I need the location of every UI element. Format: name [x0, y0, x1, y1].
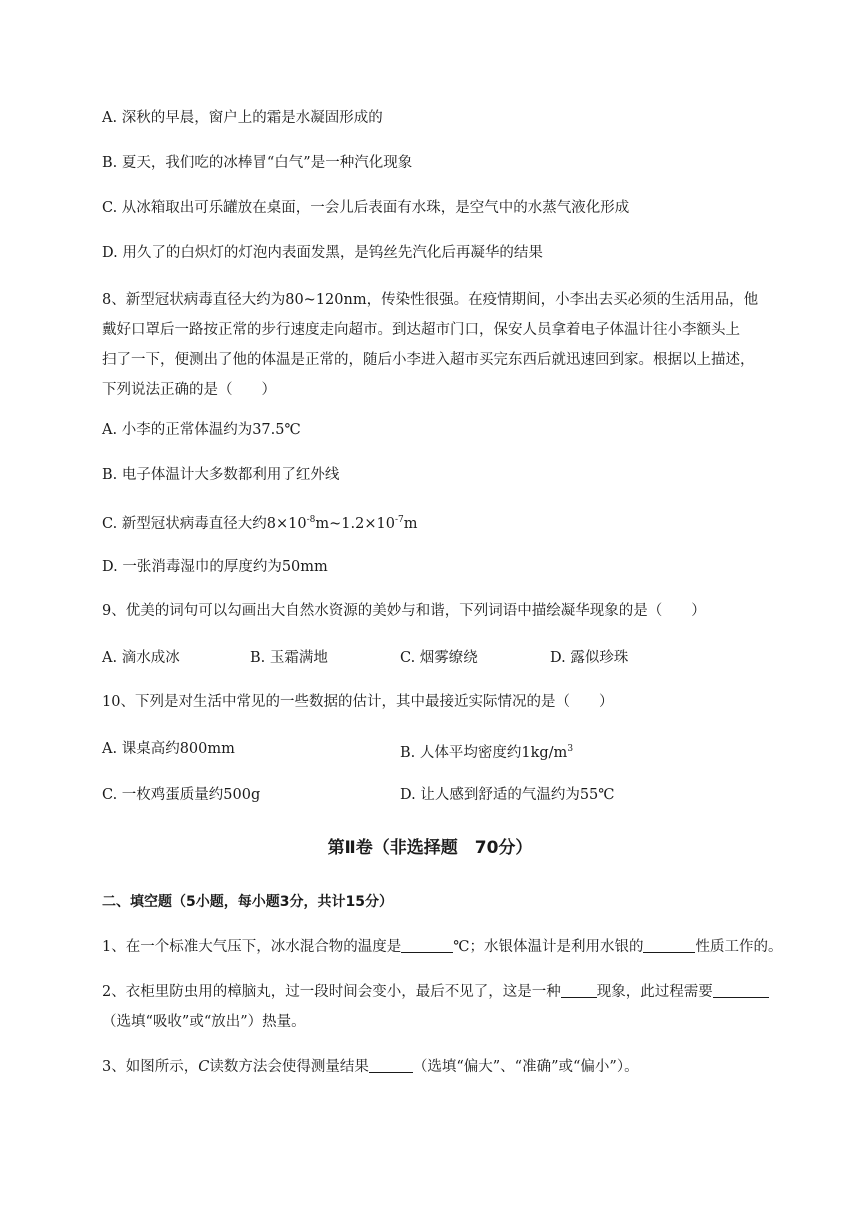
q8-option-c-text-3: m	[403, 516, 418, 532]
q10-option-b	[400, 739, 573, 763]
fill-q1-text-1: 1、在一个标准大气压下，冰水混合物的温度是	[102, 939, 402, 955]
q9-option-b: B. 玉霜满地	[250, 650, 328, 666]
q10-stem: 10、下列是对生活中常见的一些数据的估计，其中最接近实际情况的是（ ）	[102, 694, 614, 710]
q10-option-a: A. 课桌高约800mm	[102, 741, 235, 757]
q9-option-c: C. 烟雾缭绕	[400, 650, 478, 666]
fill-q2	[102, 977, 812, 1037]
q7-option-d: D. 用久了的白炽灯的灯泡内表面发黑，是钨丝先汽化后再凝华的结果	[102, 245, 543, 261]
q8-stem-line-1: 8、新型冠状病毒直径大约为80~120nm，传染性很强。在疫情期间，小李出去买必须的生活用品，他	[102, 292, 759, 308]
q9-option-a: A. 滴水成冰	[102, 650, 180, 666]
fill-q3-text-2: 读数方法会使得测量结果	[209, 1059, 369, 1075]
q8-stem-line-4: 下列说法正确的是（ ）	[102, 382, 276, 398]
q8-stem-line-2: 戴好口罩后一路按正常的步行速度走向超市。到达超市门口，保安人员拿着电子体温计往小李额头上	[102, 322, 740, 338]
q8-stem-line-3: 扫了一下，便测出了他的体温是正常的，随后小李进入超市买完东西后就迅速回到家。根据以上描述，	[102, 352, 755, 368]
q8-option-c	[102, 510, 418, 534]
q9-option-d: D. 露似珍珠	[550, 650, 629, 666]
fill-q2-text-1: 2、衣柜里防虫用的樟脑丸，过一段时间会变小，最后不见了，这是一种	[102, 984, 561, 1000]
q8-stem	[102, 285, 812, 405]
fill-q2-line-2: （选填“吸收”或“放出”）热量。	[102, 1014, 306, 1030]
q10-option-c: C. 一枚鸡蛋质量约500g	[102, 787, 261, 803]
fill-q2-text-2: 现象，此过程需要	[596, 984, 713, 1000]
fill-q1-blank-1[interactable]	[401, 938, 453, 953]
fill-q2-blank-2[interactable]	[713, 983, 769, 998]
q8-option-c-text-2: m~1.2×10	[315, 516, 395, 532]
fill-q3-variable: C	[198, 1059, 210, 1075]
fill-q1-blank-2[interactable]	[643, 938, 695, 953]
q8-option-c-text-1: C. 新型冠状病毒直径大约8×10	[102, 516, 307, 532]
fill-q1	[102, 937, 782, 957]
fill-q3-text-3: （选填“偏大”、“准确”或“偏小”）。	[412, 1059, 639, 1075]
q8-option-a: A. 小李的正常体温约为37.5℃	[102, 422, 301, 438]
section-title: 第Ⅱ卷（非选择题 70分）	[327, 838, 533, 858]
q10-option-b-text: B. 人体平均密度约1kg/m	[400, 745, 568, 761]
q8-option-d: D. 一张消毒湿巾的厚度约为50mm	[102, 559, 328, 575]
fill-q3	[102, 1057, 639, 1077]
fill-q3-blank[interactable]	[369, 1058, 413, 1073]
q7-option-c: C. 从冰箱取出可乐罐放在桌面，一会儿后表面有水珠，是空气中的水蒸气液化形成	[102, 200, 630, 216]
fill-q2-blank-1[interactable]	[561, 983, 597, 998]
q9-stem: 9、优美的词句可以勾画出大自然水资源的美妙与和谐，下列词语中描绘凝华现象的是（ ）	[102, 603, 706, 619]
fill-q2-line-1	[102, 977, 812, 1007]
fill-q3-text-1: 3、如图所示，	[102, 1059, 199, 1075]
q10-option-b-exponent: 3	[567, 744, 574, 754]
q8-option-c-exponent-2: -7	[394, 515, 404, 525]
q8-option-c-exponent-1: -8	[306, 515, 316, 525]
fill-q1-text-2: ℃；水银体温计是利用水银的	[453, 939, 644, 955]
fill-q1-text-3: 性质工作的。	[695, 939, 783, 955]
q7-option-b: B. 夏天，我们吃的冰棒冒“白气”是一种汽化现象	[102, 155, 413, 171]
fill-section-heading: 二、填空题（5小题，每小题3分，共计15分）	[102, 894, 393, 910]
q7-option-a: A. 深秋的早晨，窗户上的霜是水凝固形成的	[102, 110, 383, 126]
q8-option-b: B. 电子体温计大多数都利用了红外线	[102, 467, 340, 483]
q10-option-d: D. 让人感到舒适的气温约为55℃	[400, 787, 615, 803]
